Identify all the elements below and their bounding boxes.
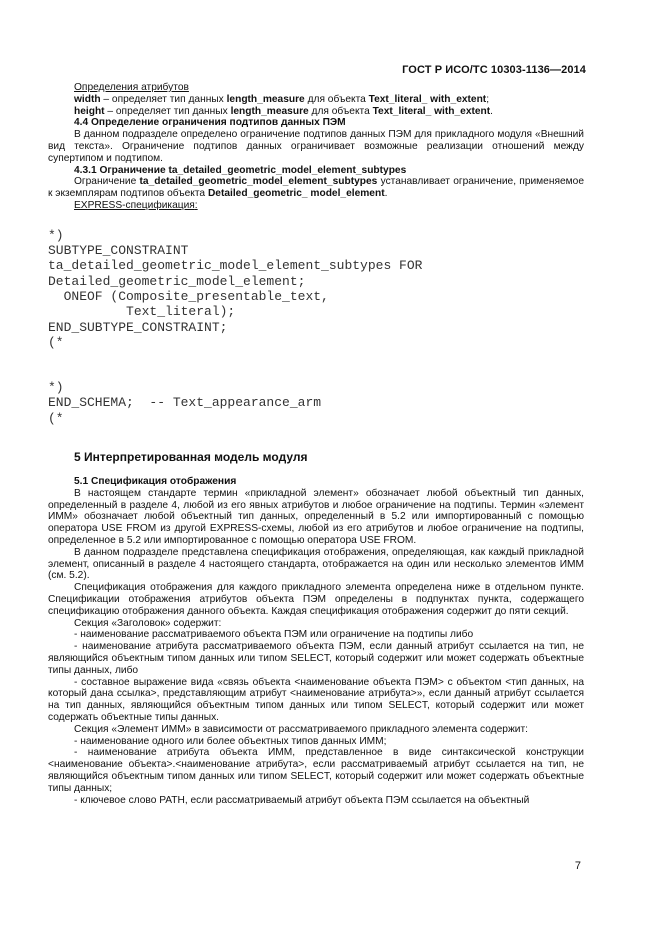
section-4-4-paragraph: В данном подразделе определено ограничение подтипов данных ПЭМ для прикладного модуля «Внешний вид текста». Ограничение подтипов данных ограничивает возможные реализации отношений между супертипом и подтипом.	[48, 129, 584, 164]
standard-header: ГОСТ Р ИСО/ТС 10303-1136—2014	[402, 64, 586, 76]
list-item: - наименование рассматриваемого объекта ПЭМ или ограничение на подтипы либо	[74, 629, 474, 641]
paragraph: В данном подразделе представлена спецификация отображения, определяющая, как каждый прикладной элемент, описанный в разделе 4 настоящего стандарта, отображается на один или несколько элементов ИММ (см. 5.2).	[48, 546, 584, 582]
paragraph: Спецификация отображения для каждого прикладного элемента определена ниже в отдельном пункте. Спецификации отображения атрибутов объекта ПЭМ определены в подпунктах пункта, содержащего спецификацию отображения данного объекта. Каждая спецификация отображения содержит до пяти секций.	[48, 582, 584, 617]
list-item: - ключевое слово PATH, если рассматриваемый атрибут объекта ПЭМ ссылается на объектный	[74, 794, 530, 806]
section-4-3-1-paragraph: Ограничение ta_detailed_geometric_model_element_subtypes устанавливает ограничение, применяемое к экземплярам подтипов объекта Detailed_geometric_ model_element.	[48, 176, 584, 200]
paragraph: Секция «Заголовок» содержит:	[74, 617, 222, 629]
width-attr-line: width – определяет тип данных length_measure для объекта Text_literal_ with_extent;	[74, 93, 490, 105]
end-schema-code-block: *) END_SCHEMA; -- Text_appearance_arm (*	[48, 380, 322, 426]
express-spec-label: EXPRESS-спецификация:	[74, 199, 198, 211]
section-5-heading: 5 Интерпретированная модель модуля	[74, 450, 308, 465]
page-body	[48, 82, 584, 806]
page-number: 7	[574, 860, 581, 872]
paragraph: В настоящем стандарте термин «прикладной элемент» обозначает любой объектный тип данных, определенный в разделе 4, любой из его явных атрибутов и любое ограничение на подтипы. Термин «элемент ИММ» обозначает любой объектный тип данных, определенный в 5.2 или импортированный с помощью оператора USE FROM из другой EXPRESS-схемы, любой из его атрибутов и любое ограничение на подтипы, определенное в 5.2 или импортированное с помощью оператора USE FROM.	[48, 487, 584, 547]
attributes-heading: Определения атрибутов	[74, 82, 189, 93]
height-attr-line: height – определяет тип данных length_measure для объекта Text_literal_ with_extent.	[74, 105, 494, 117]
section-4-3-1-heading: 4.3.1 Ограничение ta_detailed_geometric_model_element_subtypes	[74, 164, 407, 176]
list-item: - наименование одного или более объектных типов данных ИММ;	[74, 735, 387, 747]
section-4-4-heading: 4.4 Определение ограничения подтипов данных ПЭМ	[74, 117, 346, 129]
list-item: - наименование атрибута рассматриваемого объекта ПЭМ, если данный атрибут ссылается на тип, не являющийся объектным типом данных или типом SELECT, который содержит или может содержать объектные типы данных, либо	[48, 641, 584, 676]
paragraph: Секция «Элемент ИММ» в зависимости от рассматриваемого прикладного элемента содержит:	[74, 723, 528, 735]
section-5-1-heading: 5.1 Спецификация отображения	[74, 476, 237, 488]
list-item: - составное выражение вида «связь объекта <наименование объекта ПЭМ> с объектом <тип данных, на который дана ссылка>, представляющим атрибут <наименование атрибута>», если данный атрибут ссылается на тип данных, являющийся объектным типом данных или типом SELECT, который содержит или может содержать объектные типы данных.	[48, 676, 584, 723]
express-code-block: *) SUBTYPE_CONSTRAINT ta_detailed_geometric_model_element_subtypes FOR Detailed_geometric_model_element; ONEOF (Composite_presentable_text, Text_literal); END_SUBTYPE_CONSTRAINT; (*	[48, 227, 423, 350]
list-item: - наименование атрибута объекта ИММ, представленное в виде синтаксической конструкции <наименование объекта>.<наименование атрибута>, если рассматриваемый атрибут ссылается на тип, не являющийся объектным типом данных или типом SELECT, который содержит или может содержать объектные типы данных;	[48, 747, 584, 794]
